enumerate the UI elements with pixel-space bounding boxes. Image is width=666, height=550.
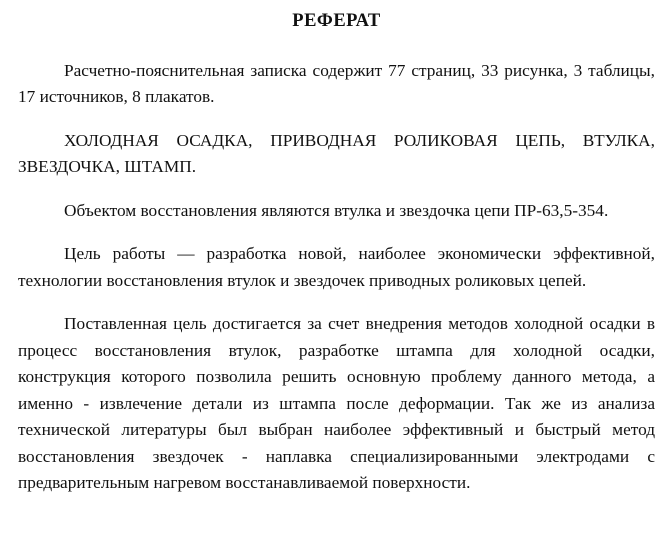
paragraph-summary: Расчетно-пояснительная записка содержит 77 страниц, 33 рисунка, 3 таблицы, 17 источников, 8 плакатов. [18, 60, 655, 106]
paragraph-object: Объектом восстановления являются втулка и звездочка цепи ПР-63,5-354. [64, 200, 609, 220]
document-title: РЕФЕРАТ [292, 11, 381, 31]
paragraph-goal: Цель работы — разработка новой, наиболее экономически эффективной, технологии восстановления втулок и звездочек приводных роликовых цепей. [18, 244, 655, 290]
paragraph-keywords: ХОЛОДНАЯ ОСАДКА, ПРИВОДНАЯ РОЛИКОВАЯ ЦЕПЬ, ВТУЛКА, ЗВЕЗДОЧКА, ШТАМП. [18, 130, 655, 176]
paragraph-method: Поставленная цель достигается за счет внедрения методов холодной осадки в процесс восстановления втулок, разработке штампа для холодной осадки, конструкция которого позволила решить основную проблему данного метода, а именно - извлечение детали из штампа после деформации. Так же из анализа технической литературы был выбран наиболее эффективный и быстрый метод восстановления звездочек - наплавка специализированными электродами с предварительным нагревом восстанавливаемой поверхности. [18, 314, 655, 492]
